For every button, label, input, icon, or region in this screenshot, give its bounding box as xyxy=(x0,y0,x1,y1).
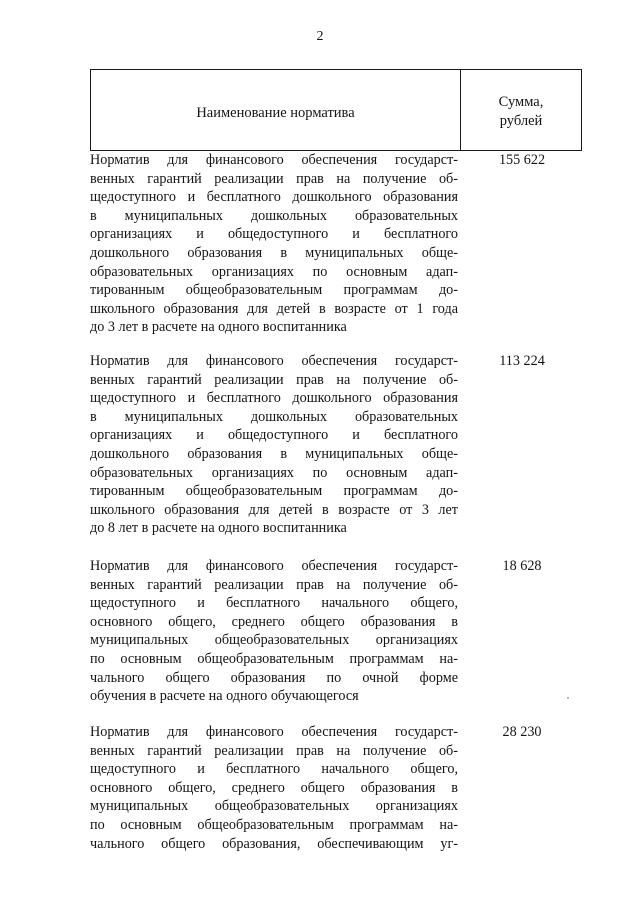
text-line: обучения в расчете на одного обучающегося xyxy=(90,688,359,705)
text-line: образовательных организациях по основным адап- xyxy=(90,263,458,280)
text-line: тированным общеобразовательным программам до- xyxy=(90,282,458,299)
text-line: венных гарантий реализации прав на получение об- xyxy=(90,170,458,187)
text-line: основного общего, среднего общего образования в xyxy=(90,779,458,796)
text-line: венных гарантий реализации прав на получение об- xyxy=(90,576,458,593)
text-line: по основным общеобразовательным программам на- xyxy=(90,650,458,667)
table-header xyxy=(90,69,582,151)
text-line: щедоступного и бесплатного дошкольного образования xyxy=(90,189,458,206)
norm-description xyxy=(90,557,458,706)
norm-description xyxy=(90,352,458,538)
text-line: щедоступного и бесплатного дошкольного образования xyxy=(90,390,458,407)
text-line: муниципальных общеобразовательных организациях xyxy=(90,632,458,649)
text-line: дошкольного образования в муниципальных обще- xyxy=(90,445,458,462)
norm-sum: 28 230 xyxy=(502,724,542,740)
text-line: Норматив для финансового обеспечения государст- xyxy=(90,152,458,168)
page-number: 2 xyxy=(316,29,324,44)
norm-sum: 155 622 xyxy=(498,152,546,168)
text-line: Норматив для финансового обеспечения государст- xyxy=(90,724,458,740)
text-line: щедоступного и бесплатного начального общего, xyxy=(90,761,458,778)
text-line: в муниципальных дошкольных образовательных xyxy=(90,408,458,425)
norm-description xyxy=(90,151,458,337)
scan-dot xyxy=(567,697,569,699)
text-line: образовательных организациях по основным адап- xyxy=(90,464,458,481)
norm-description xyxy=(90,723,458,853)
text-line: по основным общеобразовательным программам на- xyxy=(90,816,458,833)
text-line: щедоступного и бесплатного начального общего, xyxy=(90,595,458,612)
norm-sum: 18 628 xyxy=(502,558,542,574)
column-header-sum: Сумма, рублей xyxy=(498,94,544,129)
text-line: дошкольного образования в муниципальных обще- xyxy=(90,244,458,261)
text-line: венных гарантий реализации прав на получение об- xyxy=(90,371,458,388)
text-line: основного общего, среднего общего образования в xyxy=(90,613,458,630)
text-line: школьного образования для детей в возрасте от 1 года xyxy=(90,300,458,317)
norm-sum: 113 224 xyxy=(499,353,545,369)
text-line: Норматив для финансового обеспечения государст- xyxy=(90,353,458,369)
text-line: муниципальных общеобразовательных организациях xyxy=(90,798,458,815)
text-line: до 8 лет в расчете на одного воспитанника xyxy=(90,520,347,537)
text-line: школьного образования для детей в возрасте от 3 лет xyxy=(90,501,458,518)
text-line: до 3 лет в расчете на одного воспитанника xyxy=(90,319,347,336)
text-line: венных гарантий реализации прав на получение об- xyxy=(90,742,458,759)
text-line: чального общего образования, обеспечивающим уг- xyxy=(90,835,458,852)
text-line: организациях и общедоступного и бесплатного xyxy=(90,226,458,243)
text-line: в муниципальных дошкольных образовательных xyxy=(90,207,458,224)
text-line: чального общего образования по очной форме xyxy=(90,669,458,686)
text-line: организациях и общедоступного и бесплатного xyxy=(90,427,458,444)
text-line: Норматив для финансового обеспечения государст- xyxy=(90,558,458,574)
column-header-name: Наименование норматива xyxy=(91,70,461,150)
text-line: тированным общеобразовательным программам до- xyxy=(90,483,458,500)
